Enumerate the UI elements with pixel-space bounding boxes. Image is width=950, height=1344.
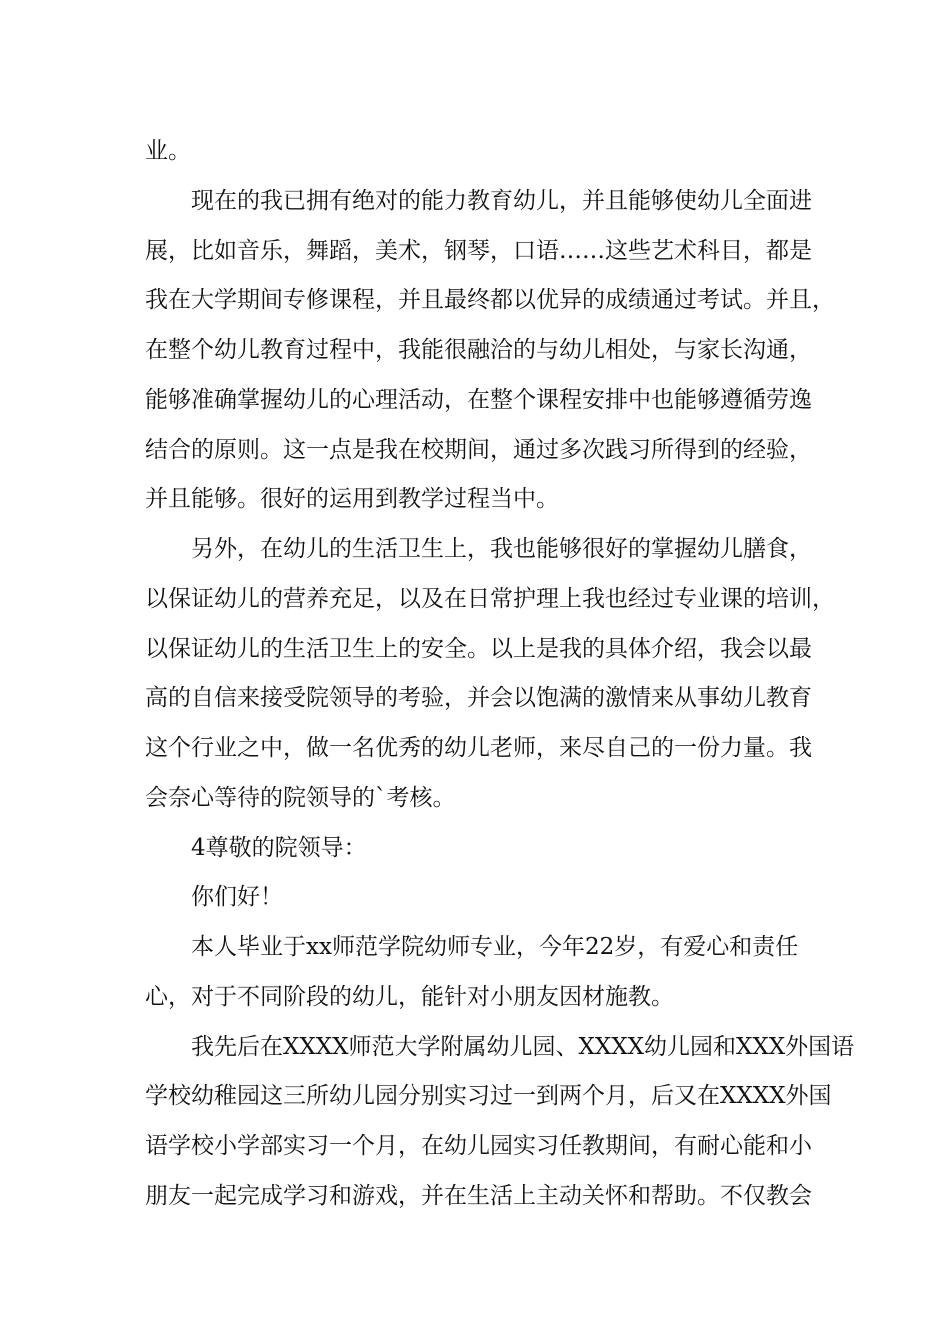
text-line: 展，比如音乐，舞蹈，美术，钢琴，口语……这些艺术科目，都是 xyxy=(145,238,812,264)
text-line: 以保证幼儿的生活卫生上的安全。以上是我的具体介绍，我会以最 xyxy=(145,636,812,662)
text-line: 在整个幼儿教育过程中，我能很融洽的与幼儿相处，与家长沟通， xyxy=(145,337,812,363)
text-line: 语学校小学部实习一个月，在幼儿园实习任教期间，有耐心能和小 xyxy=(145,1133,812,1159)
text-line: 会奈心等待的院领导的`考核。 xyxy=(145,785,456,811)
text-line: 并且能够。很好的运用到教学过程当中。 xyxy=(145,486,559,512)
text-line: 我先后在XXXX师范大学附属幼儿园、XXXX幼儿园和XXX外国语 xyxy=(191,1034,855,1060)
text-line: 另外，在幼儿的生活卫生上，我也能够很好的掌握幼儿膳食， xyxy=(191,536,812,562)
text-line: 现在的我已拥有绝对的能力教育幼儿，并且能够使幼儿全面进 xyxy=(191,188,812,214)
text-line: 我在大学期间专修课程，并且最终都以优异的成绩通过考试。并且， xyxy=(145,287,835,313)
text-line: 本人毕业于xx师范学院幼师专业，今年22岁，有爱心和责任 xyxy=(191,934,799,960)
text-line: 这个行业之中，做一名优秀的幼儿老师，来尽自己的一份力量。我 xyxy=(145,735,812,761)
text-line: 结合的原则。这一点是我在校期间，通过多次践习所得到的经验， xyxy=(145,437,812,463)
text-line: 业。 xyxy=(145,138,191,164)
text-line: 4尊敬的院领导： xyxy=(191,835,367,861)
text-line: 学校幼稚园这三所幼儿园分别实习过一到两个月，后又在XXXX外国 xyxy=(145,1083,832,1109)
text-line: 朋友一起完成学习和游戏，并在生活上主动关怀和帮助。不仅教会 xyxy=(145,1183,812,1209)
text-line: 能够准确掌握幼儿的心理活动，在整个课程安排中也能够遵循劳逸 xyxy=(145,387,812,413)
text-line: 心，对于不同阶段的幼儿，能针对小朋友因材施教。 xyxy=(145,984,674,1010)
text-line: 以保证幼儿的营养充足，以及在日常护理上我也经过专业课的培训， xyxy=(145,586,835,612)
text-line: 高的自信来接受院领导的考验，并会以饱满的激情来从事幼儿教育 xyxy=(145,685,812,711)
text-line: 你们好！ xyxy=(191,884,283,910)
